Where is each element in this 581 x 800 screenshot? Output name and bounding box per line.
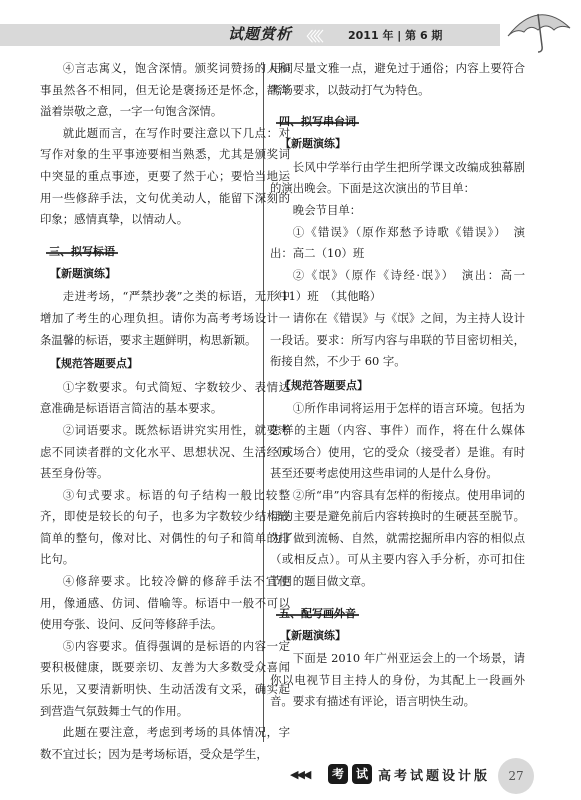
paragraph: 走进考场，“严禁抄袭”之类的标语，无形中增加了考生的心理负担。请你为高考考场设计一条温馨的标语，要求主题鲜明，构思新颖。 (40, 289, 290, 347)
subheading: 【新题演练】 (280, 137, 346, 151)
paragraph: 就此题而言，在写作时要注意以下几点：对写作对象的生平事迹要相当熟悉，尤其是颁奖词中突显的重点事迹，更要了然于心；要恰当地运用一些修辞手法，文句优美动人，能留下深刻的印象；感情真挚，以情动人。 (40, 125, 290, 227)
arrow-left-icon: ◀◀◀ (290, 768, 310, 781)
paragraph: ②所“串”内容具有怎样的衔接点。使用串词的目的主要是避免前后内容转换时的生硬甚至脱节。为了做到流畅、自然，就需挖掘所串内容的相似点（或相反点）。可从主要内容入手分析，亦可扣住节目的题目做文章。 (270, 487, 525, 589)
paragraph: ①字数要求。句式简短、字数较少、表情达意准确是标语语言简洁的基本要求。 (40, 379, 290, 416)
left-column (40, 58, 290, 765)
paragraph: ①《错误》（原作郑愁予诗歌《错误》） 演出：高二（10）班 (270, 224, 525, 261)
subheading: 【规范答题要点】 (280, 378, 368, 392)
issue-label: 2011 年 | 第 6 期 (348, 29, 443, 42)
right-column (270, 58, 525, 713)
paragraph: ①所作串词将运用于怎样的语言环境。包括为怎样的主题（内容、事件）而作，将在什么媒体（或场合）使用，它的受众（接受者）是谁。有时甚至还要考虑使用这些串词的人是什么身份。 (270, 401, 525, 481)
paragraph: 此题在要注意，考虑到考场的具体情况，字数不宜过长；因为是考场标语，受众是学生， (40, 725, 290, 761)
paragraph: ②《氓》（原作《诗经·氓》） 演出：高一（11）班 （其他略） (270, 267, 525, 304)
subheading: 【规范答题要点】 (50, 357, 138, 371)
paragraph: ④修辞要求。比较冷僻的修辞手法不宜使用，像通感、仿词、借喻等。标语中一般不可以使用夸张、设问、反问等修辞手法。 (40, 574, 290, 632)
paragraph: ⑤内容要求。值得强调的是标语的内容一定要积极健康，既要亲切、友善为大多数受众喜闻乐见，又要清新明快、生动活泼有文采，确实起到营造气氛鼓舞士气的作用。 (40, 638, 290, 718)
paragraph: ④言志寓义，饱含深情。颁奖词赞扬的人和事虽然各不相同，但无论是褒扬还是怀念，都洋溢着崇敬之意，一字一句饱含深情。 (40, 61, 290, 119)
footer-badge: 试 (352, 764, 372, 784)
footer-badge: 考 (328, 764, 348, 784)
paragraph: 下面是 2010 年广州亚运会上的一个场景，请你以电视节目主持人的身份，为其配上一段画外音。要求有描述有评论，语言明快生动。 (270, 651, 525, 709)
paragraph: ③句式要求。标语的句子结构一般比较整齐，即使是较长的句子，也多为字数较少结构较简单的整句，像对比、对偶性的句子和简单的排比句。 (40, 487, 290, 567)
column-title: 试题赏析 (228, 25, 293, 43)
paragraph: 请你在《错误》与《氓》之间，为主持人设计一段话。要求：所写内容与串联的节目密切相关，衔接自然，不少于 60 字。 (270, 310, 525, 369)
section-heading: 四、拟写串台词 (270, 104, 525, 131)
subheading: 【新题演练】 (50, 266, 116, 280)
page-footer (0, 758, 581, 800)
page-number: 27 (498, 758, 534, 794)
page-header (0, 0, 581, 54)
section-heading: 五、配写画外音 (270, 596, 525, 623)
footer-title: 高考试题设计版 (378, 769, 491, 784)
paragraph: 用词尽量文雅一点，避免过于通俗；内容上要符合考场要求，以鼓动打气为特色。 (270, 61, 525, 97)
chevron-decoration: 〈〈〈〈 (300, 30, 321, 45)
paragraph: ②词语要求。既然标语讲究实用性，就要考虑不同读者群的文化水平、思想状况、生活经历甚至身份等。 (40, 422, 290, 481)
paragraph: 晚会节目单： (292, 202, 362, 217)
section-heading: 三、拟写标语 (40, 234, 290, 261)
subheading: 【新题演练】 (280, 628, 346, 642)
umbrella-logo-icon (498, 6, 578, 54)
paragraph: 长风中学举行由学生把所学课文改编成独幕剧的演出晚会。下面是这次演出的节目单： (270, 159, 525, 196)
